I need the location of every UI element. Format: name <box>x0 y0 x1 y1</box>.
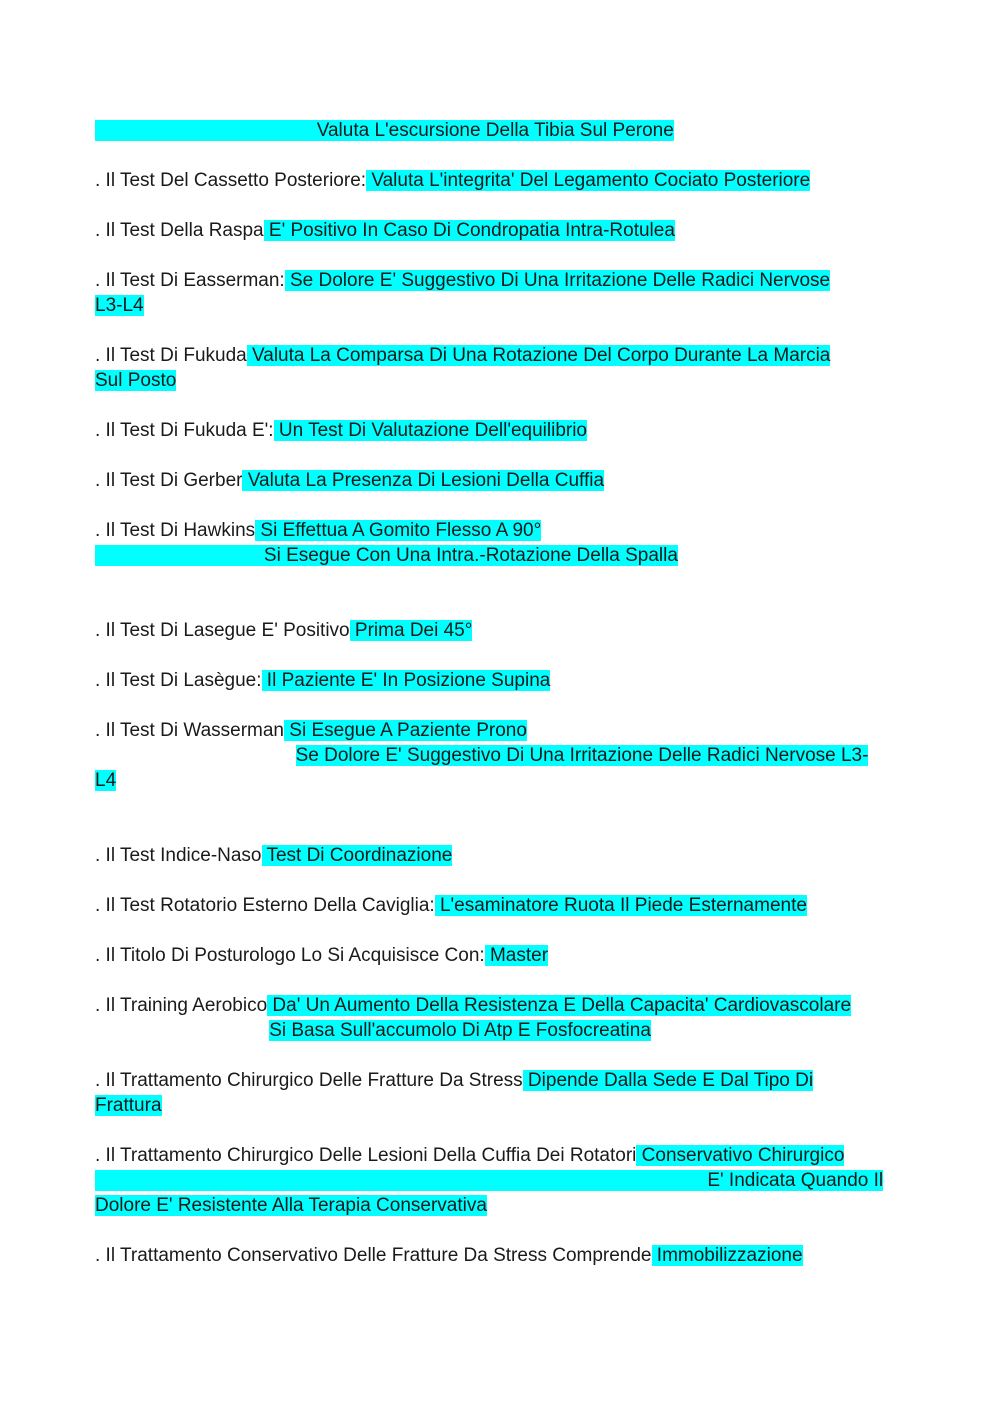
entry-line <box>95 993 851 1018</box>
highlighted-answer: L3-L4 <box>95 295 144 316</box>
entry-line <box>95 768 116 793</box>
entry-line <box>95 518 541 543</box>
entry-line <box>95 118 674 143</box>
question-text: . Il Test Di Gerber <box>95 470 243 491</box>
highlighted-answer: Test Di Coordinazione <box>261 845 453 866</box>
entry-line <box>95 743 868 768</box>
highlighted-answer: Valuta L'integrita' Del Legamento Cociato Posteriore <box>366 170 811 191</box>
highlighted-answer: Si Esegue A Paziente Prono <box>284 720 527 741</box>
highlighted-answer: L'esaminatore Ruota Il Piede Esternamente <box>434 895 807 916</box>
highlighted-answer: Valuta La Presenza Di Lesioni Della Cuffia <box>242 470 605 491</box>
entry-line <box>95 718 527 743</box>
question-text: . Il Test Di Wasserman <box>95 720 284 741</box>
question-text: . Il Training Aerobico <box>95 995 268 1016</box>
entry-line <box>95 1193 487 1218</box>
highlighted-answer: Master <box>484 945 549 966</box>
entry-line <box>95 368 176 393</box>
question-text <box>95 745 296 766</box>
entry-line <box>95 943 548 968</box>
highlighted-answer: Un Test Di Valutazione Dell'equilibrio <box>273 420 587 441</box>
question-text: . Il Test Del Cassetto Posteriore: <box>95 170 367 191</box>
entry-line <box>95 343 830 368</box>
entry-line <box>95 1143 844 1168</box>
question-text: . Il Trattamento Conservativo Delle Fratture Da Stress Comprende <box>95 1245 652 1266</box>
question-text: . Il Test Di Easserman: <box>95 270 285 291</box>
question-text: . Il Test Di Fukuda <box>95 345 247 366</box>
entry-line <box>95 668 550 693</box>
question-text: . Il Trattamento Chirurgico Delle Fratture Da Stress <box>95 1070 523 1091</box>
highlighted-answer: Se Dolore E' Suggestivo Di Una Irritazione Delle Radici Nervose L3- <box>295 745 869 766</box>
highlighted-answer: Prima Dei 45° <box>349 620 473 641</box>
entry-line <box>95 418 587 443</box>
highlighted-answer: Dipende Dalla Sede E Dal Tipo Di <box>522 1070 814 1091</box>
entry-line <box>95 168 810 193</box>
question-text: . Il Test Di Hawkins <box>95 520 256 541</box>
entry-line <box>95 1068 813 1093</box>
highlighted-answer: Si Effettua A Gomito Flesso A 90° <box>255 520 542 541</box>
highlighted-answer: E' Positivo In Caso Di Condropatia Intra-Rotulea <box>263 220 675 241</box>
highlighted-answer: Il Paziente E' In Posizione Supina <box>261 670 551 691</box>
highlighted-answer: Immobilizzazione <box>651 1245 803 1266</box>
highlighted-answer: Se Dolore E' Suggestivo Di Una Irritazione Delle Radici Nervose <box>284 270 831 291</box>
question-text <box>95 1020 269 1041</box>
highlighted-answer: Conservativo Chirurgico <box>636 1145 845 1166</box>
question-text: . Il Test Di Lasegue E' Positivo <box>95 620 350 641</box>
highlighted-answer: Valuta La Comparsa Di Una Rotazione Del Corpo Durante La Marcia <box>246 345 831 366</box>
entry-line <box>95 1168 883 1193</box>
highlighted-answer: Frattura <box>95 1095 162 1116</box>
entry-line <box>95 293 144 318</box>
entry-line <box>95 893 807 918</box>
highlighted-answer: E' Indicata Quando Il <box>95 1170 884 1191</box>
entry-line <box>95 268 830 293</box>
question-text: . Il Test Della Raspa <box>95 220 264 241</box>
question-text: . Il Test Di Fukuda E': <box>95 420 274 441</box>
entry-line <box>95 1093 162 1118</box>
highlighted-answer: Sul Posto <box>95 370 177 391</box>
entry-line <box>95 543 678 568</box>
entry-line <box>95 218 675 243</box>
question-text: . Il Titolo Di Posturologo Lo Si Acquisisce Con: <box>95 945 485 966</box>
question-text: . Il Trattamento Chirurgico Delle Lesioni Della Cuffia Dei Rotatori <box>95 1145 637 1166</box>
entry-line <box>95 1018 651 1043</box>
highlighted-answer: L4 <box>95 770 117 791</box>
question-text: . Il Test Di Lasègue: <box>95 670 262 691</box>
highlighted-answer: Si Esegue Con Una Intra.-Rotazione Della Spalla <box>95 545 678 566</box>
highlighted-answer: Da' Un Aumento Della Resistenza E Della Capacita' Cardiovascolare <box>267 995 852 1016</box>
entry-line <box>95 843 452 868</box>
question-text: . Il Test Indice-Naso <box>95 845 262 866</box>
highlighted-answer: Dolore E' Resistente Alla Terapia Conservativa <box>95 1195 487 1216</box>
entry-line <box>95 618 472 643</box>
highlighted-answer: Si Basa Sull'accumolo Di Atp E Fosfocreatina <box>269 1020 651 1041</box>
question-text: . Il Test Rotatorio Esterno Della Caviglia: <box>95 895 435 916</box>
highlighted-answer: Valuta L'escursione Della Tibia Sul Perone <box>95 120 674 141</box>
entry-line <box>95 1243 803 1268</box>
entry-line <box>95 468 604 493</box>
